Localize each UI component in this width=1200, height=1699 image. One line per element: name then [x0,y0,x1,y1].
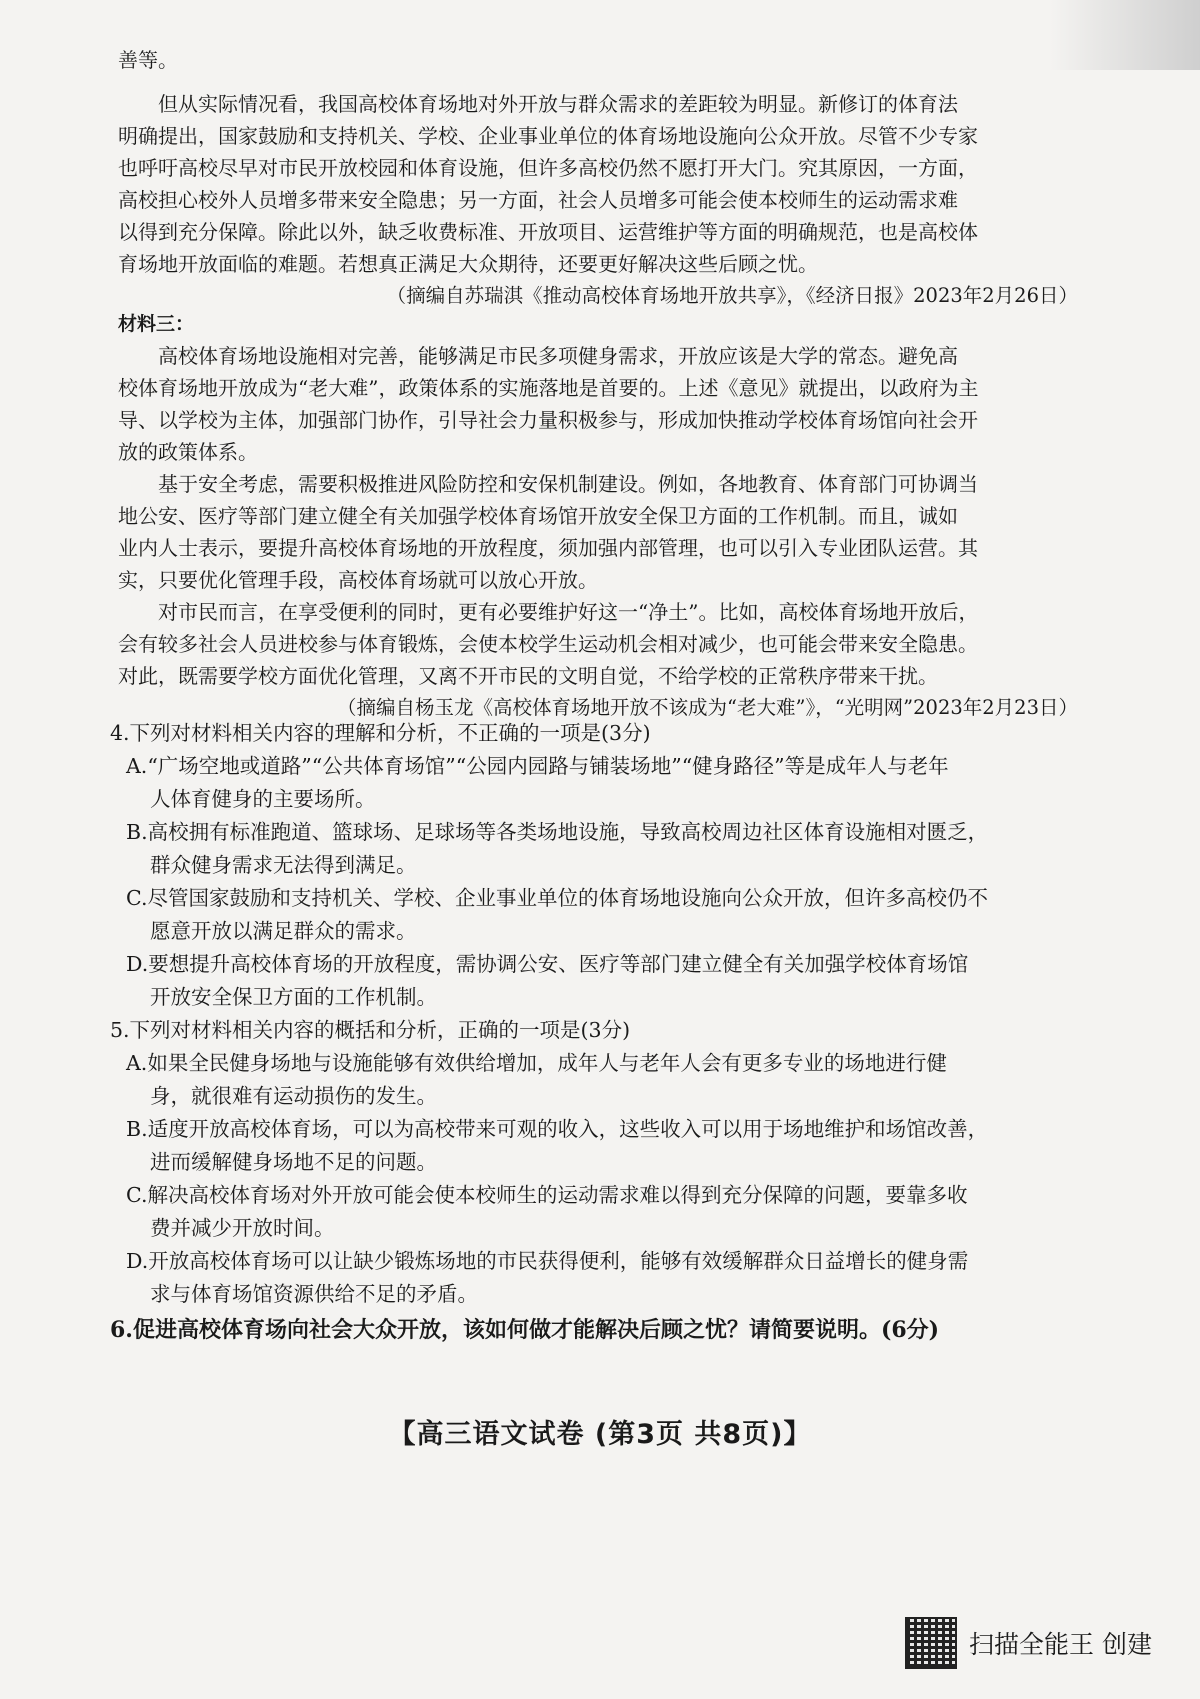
option-b-cont: 进而缓解健身场地不足的问题。 [150,1150,437,1174]
option-c-cont: 费并减少开放时间。 [150,1216,335,1240]
option-c-cont: 愿意开放以满足群众的需求。 [150,919,417,943]
question-6 [110,1310,1130,1350]
passage-line: 对此，既需要学校方面优化管理，又离不开市民的文明自觉，不给学校的正常秩序带来干扰。 [118,664,938,688]
passage-line: 也呼吁高校尽早对市民开放校园和体育设施，但许多高校仍然不愿打开大门。究其原因，一方面， [118,156,978,180]
passage-line: 放的政策体系。 [118,440,258,464]
question-4 [110,716,1130,1014]
option-a: A.如果全民健身场地与设施能够有效供给增加，成年人与老年人会有更多专业的场地进行健 [126,1051,947,1075]
qr-code-icon [905,1617,957,1669]
page-footer: 【高三语文试卷 (第3页 共8页)】 [388,1419,812,1450]
question-stem: 6.促进高校体育场向社会大众开放，该如何做才能解决后顾之忧？请简要说明。(6分) [110,1317,940,1343]
passage-line: 会有较多社会人员进校参与体育锻炼，会使本校学生运动机会相对减少，也可能会带来安全隐患。 [118,632,978,656]
passage-line: 基于安全考虑，需要积极推进风险防控和安保机制建设。例如，各地教育、体育部门可协调当 [158,472,978,496]
material3 [118,308,1118,724]
passage-line: 业内人士表示，要提升高校体育场地的开放程度，须加强内部管理，也可以引入专业团队运营。其 [118,536,978,560]
passage-line: 实，只要优化管理手段，高校体育场就可以放心开放。 [118,568,598,592]
passage-line: 导、以学校为主体，加强部门协作，引导社会力量积极参与，形成加快推动学校体育场馆向社会开 [118,408,978,432]
option-b: B.适度开放高校体育场，可以为高校带来可观的收入，这些收入可以用于场地维护和场馆改善， [126,1117,989,1141]
passage-line: 高校体育场地设施相对完善，能够满足市民多项健身需求，开放应该是大学的常态。避免高 [158,344,958,368]
material-heading: 材料三： [118,313,195,335]
material2-paragraph [118,88,1118,312]
question-stem: 4.下列对材料相关内容的理解和分析，不正确的一项是(3分) [110,721,651,745]
source-citation: （摘编自苏瑞淇《推动高校体育场地开放共享》，《经济日报》2023年2月26日） [386,284,1078,307]
option-a: A.“广场空地或道路”“公共体育场馆”“公园内园路与铺装场地”“健身路径”等是成年人与老年 [126,754,949,778]
option-d: D.要想提升高校体育场的开放程度，需协调公安、医疗等部门建立健全有关加强学校体育场馆 [126,952,969,976]
passage-line: 育场地开放面临的难题。若想真正满足大众期待，还要更好解决这些后顾之忧。 [118,252,818,276]
passage-continued [118,44,1118,76]
option-c: C.解决高校体育场对外开放可能会使本校师生的运动需求难以得到充分保障的问题，要靠多收 [126,1183,968,1207]
option-b: B.高校拥有标准跑道、篮球场、足球场等各类场地设施，导致高校周边社区体育设施相对匮乏， [126,820,989,844]
option-a-cont: 人体育健身的主要场所。 [150,787,376,811]
watermark-text: 扫描全能王 创建 [969,1630,1152,1659]
passage-line: 对市民而言，在享受便利的同时，更有必要维护好这一“净土”。比如，高校体育场地开放后， [158,600,979,624]
source-citation: （摘编自杨玉龙《高校体育场地开放不该成为“老大难”》，“光明网”2023年2月23日） [337,696,1078,719]
option-d: D.开放高校体育场可以让缺少锻炼场地的市民获得便利，能够有效缓解群众日益增长的健身需 [126,1249,969,1273]
scanner-watermark [905,1613,1175,1673]
passage-line: 校体育场地开放成为“老大难”，政策体系的实施落地是首要的。上述《意见》就提出，以政府为主 [118,376,979,400]
passage-line: 善等。 [118,48,178,72]
passage-line: 高校担心校外人员增多带来安全隐患；另一方面，社会人员增多可能会使本校师生的运动需求难 [118,188,958,212]
option-d-cont: 求与体育场馆资源供给不足的矛盾。 [150,1282,478,1306]
option-a-cont: 身，就很难有运动损伤的发生。 [150,1084,437,1108]
question-stem: 5.下列对材料相关内容的概括和分析，正确的一项是(3分) [110,1018,631,1042]
question-5 [110,1013,1130,1311]
passage-line: 以得到充分保障。除此以外，缺乏收费标准、开放项目、运营维护等方面的明确规范，也是高校体 [118,220,978,244]
passage-line: 地公安、医疗等部门建立健全有关加强学校体育场馆开放安全保卫方面的工作机制。而且，诚如 [118,504,958,528]
passage-line: 但从实际情况看，我国高校体育场地对外开放与群众需求的差距较为明显。新修订的体育法 [158,92,958,116]
passage-line: 明确提出，国家鼓励和支持机关、学校、企业事业单位的体育场地设施向公众开放。尽管不少专家 [118,124,978,148]
option-c: C.尽管国家鼓励和支持机关、学校、企业事业单位的体育场地设施向公众开放，但许多高校仍不 [126,886,988,910]
option-d-cont: 开放安全保卫方面的工作机制。 [150,985,437,1009]
option-b-cont: 群众健身需求无法得到满足。 [150,853,417,877]
